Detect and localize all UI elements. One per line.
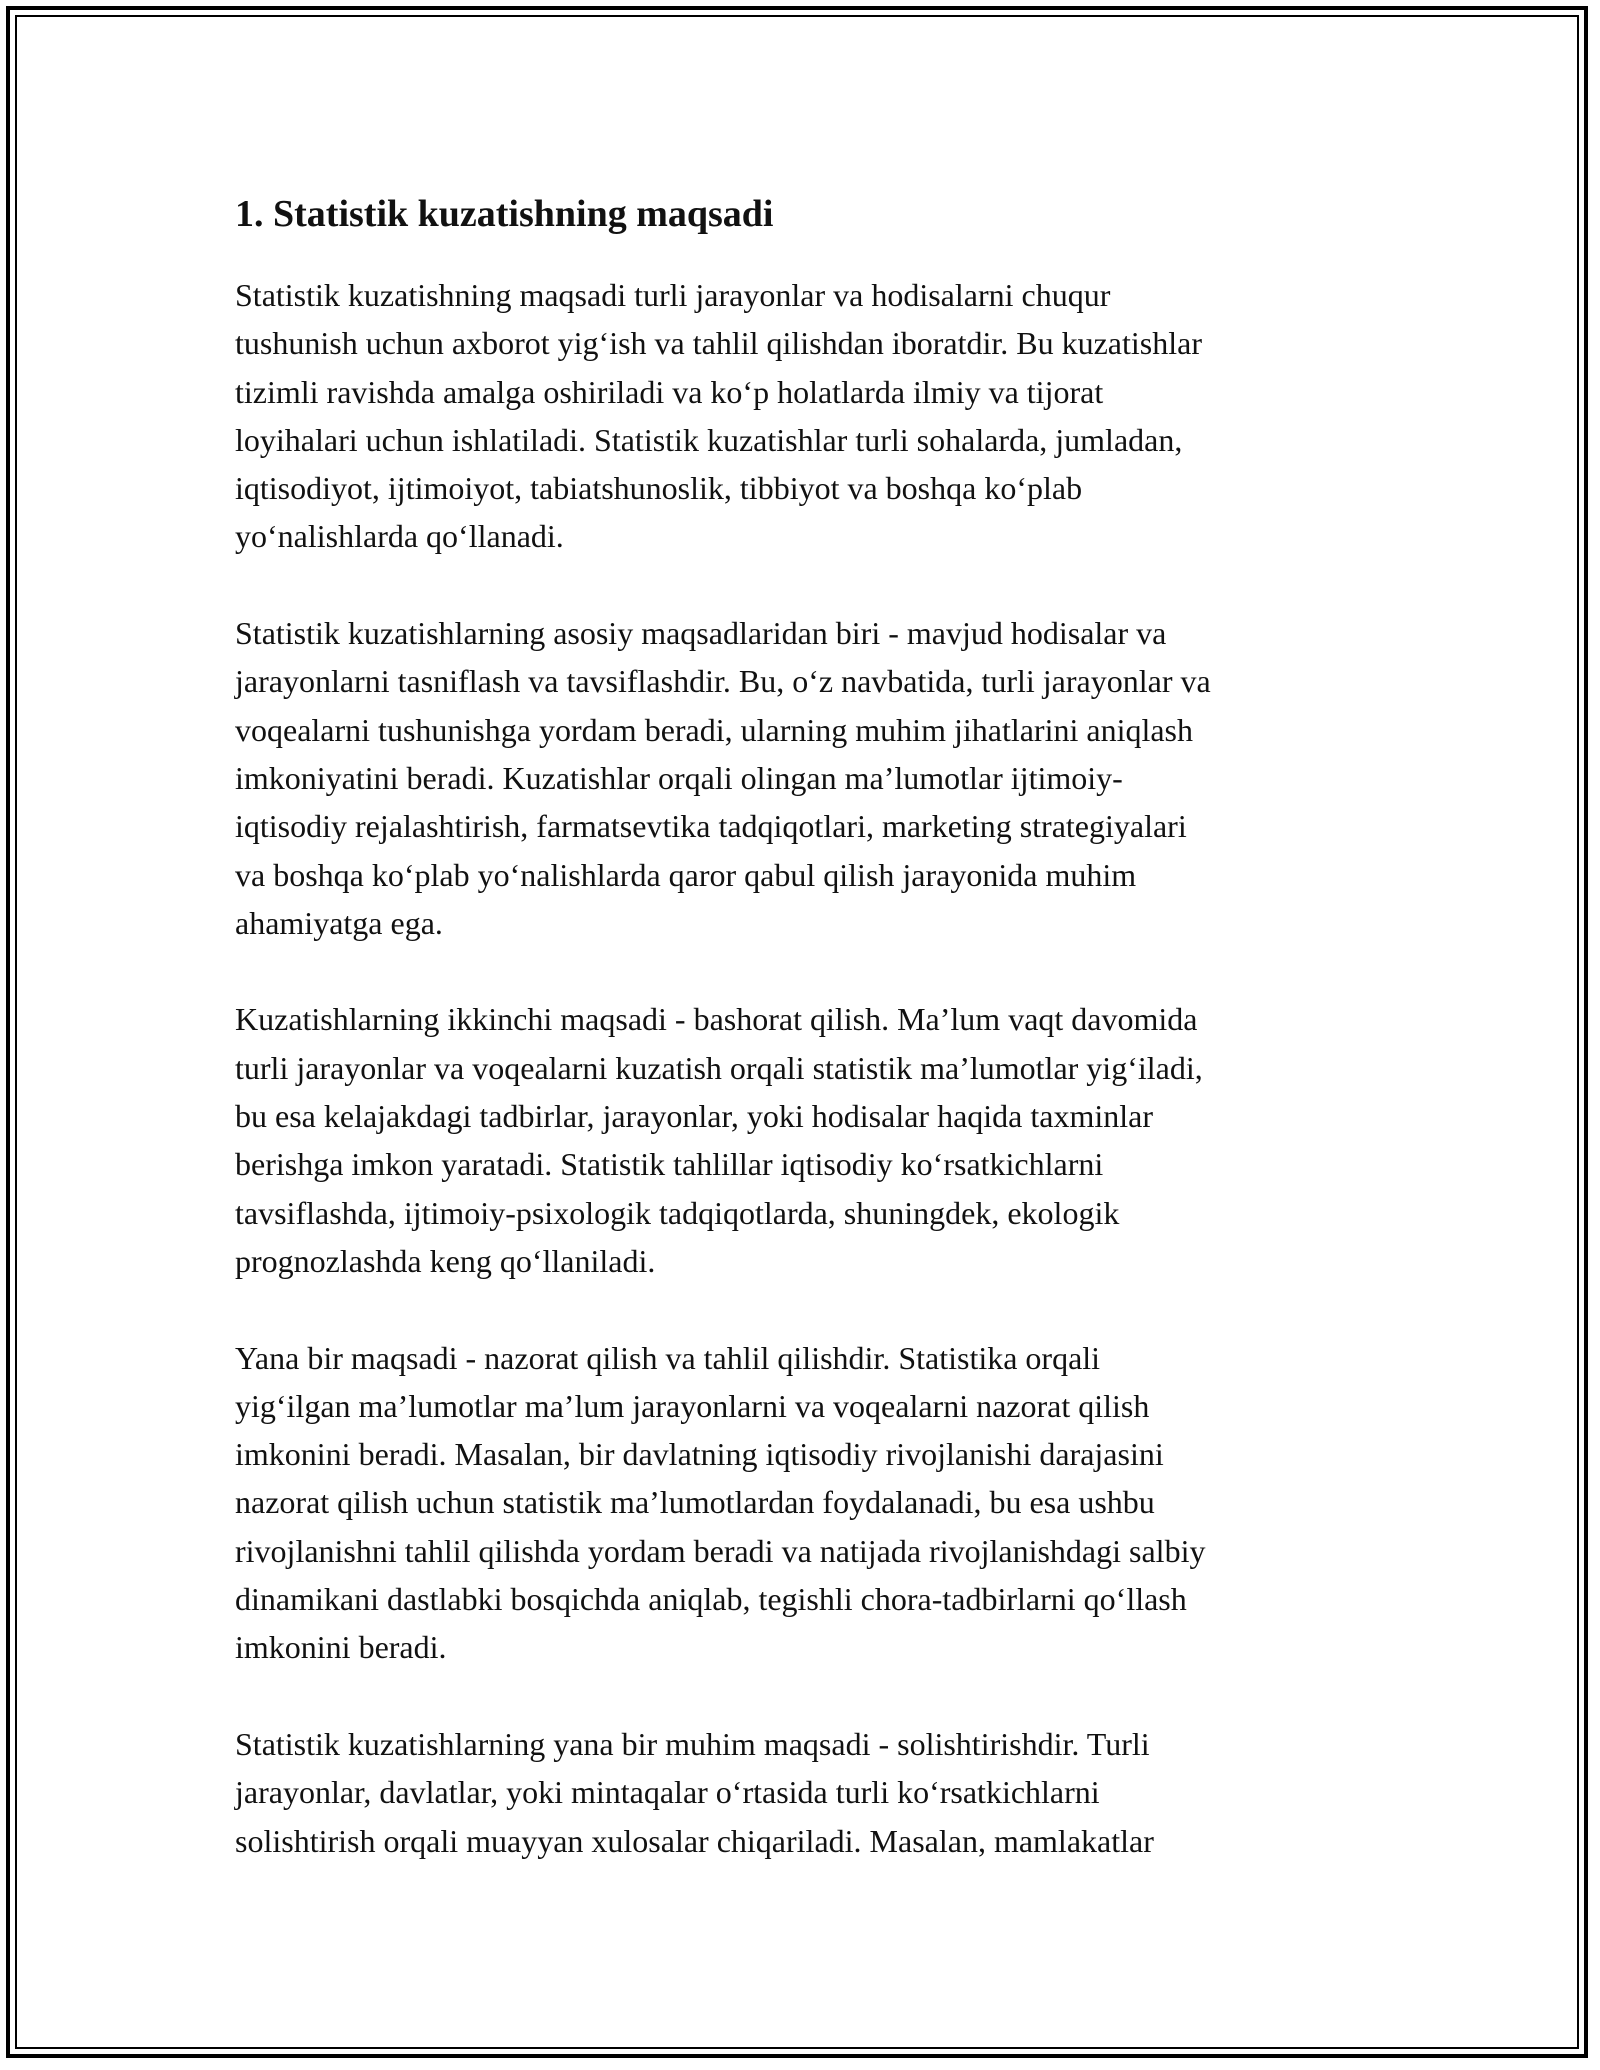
text-line: jarayonlar, davlatlar, yoki mintaqalar o‘rtasida turli ko‘rsatkichlarni xyxy=(235,1774,1100,1811)
text-line: va boshqa ko‘plab yo‘nalishlarda qaror qabul qilish jarayonida muhim xyxy=(235,856,1137,893)
text-line: tizimli ravishda amalga oshiriladi va ko‘p holatlarda ilmiy va tijorat xyxy=(235,373,1104,410)
document-body xyxy=(235,185,1365,1913)
text-line: solishtirish orqali muayyan xulosalar chiqariladi. Masalan, mamlakatlar xyxy=(235,1822,1154,1859)
paragraph-1 xyxy=(235,271,1365,561)
paragraph-4 xyxy=(235,1334,1365,1672)
text-line: iqtisodiy rejalashtirish, farmatsevtika tadqiqotlari, marketing strategiyalari xyxy=(235,808,1187,845)
text-line: Statistik kuzatishlarning yana bir muhim maqsadi - solishtirishdir. Turli xyxy=(235,1725,1150,1762)
text-line: prognozlashda keng qo‘llaniladi. xyxy=(235,1242,656,1279)
text-line: rivojlanishni tahlil qilishda yordam beradi va natijada rivojlanishdagi salbiy xyxy=(235,1532,1206,1569)
text-line: bu esa kelajakdagi tadbirlar, jarayonlar, yoki hodisalar haqida taxminlar xyxy=(235,1098,1153,1135)
text-line: nazorat qilish uchun statistik ma’lumotlardan foydalanadi, bu esa ushbu xyxy=(235,1484,1155,1521)
text-line: Statistik kuzatishning maqsadi turli jarayonlar va hodisalarni chuqur xyxy=(235,277,1111,313)
paragraph-2 xyxy=(235,609,1365,947)
section-heading: 1. Statistik kuzatishning maqsadi xyxy=(235,193,774,235)
text-line: yo‘nalishlarda qo‘llanadi. xyxy=(235,518,564,555)
text-line: Kuzatishlarning ikkinchi maqsadi - bashorat qilish. Ma’lum vaqt davomida xyxy=(235,1001,1198,1038)
paragraph-5 xyxy=(235,1720,1365,1865)
paragraph-3 xyxy=(235,995,1365,1285)
text-line: iqtisodiyot, ijtimoiyot, tabiatshunoslik, tibbiyot va boshqa ko‘plab xyxy=(235,470,1083,507)
text-line: voqealarni tushunishga yordam beradi, ularning muhim jihatlarini aniqlash xyxy=(235,711,1193,748)
text-line: loyihalari uchun ishlatiladi. Statistik kuzatishlar turli sohalarda, jumladan, xyxy=(235,421,1183,458)
text-line: turli jarayonlar va voqealarni kuzatish orqali statistik ma’lumotlar yig‘iladi, xyxy=(235,1049,1203,1086)
text-line: dinamikani dastlabki bosqichda aniqlab, tegishli chora-tadbirlarni qo‘llash xyxy=(235,1581,1187,1618)
text-line: imkonini beradi. Masalan, bir davlatning iqtisodiy rivojlanishi darajasini xyxy=(235,1436,1164,1473)
text-line: imkoniyatini beradi. Kuzatishlar orqali olingan ma’lumotlar ijtimoiy- xyxy=(235,759,1123,796)
text-line: berishga imkon yaratadi. Statistik tahlillar iqtisodiy ko‘rsatkichlarni xyxy=(235,1146,1104,1183)
text-line: jarayonlarni tasniflash va tavsiflashdir. Bu, o‘z navbatida, turli jarayonlar va xyxy=(235,663,1211,700)
text-line: tushunish uchun axborot yig‘ish va tahlil qilishdan iboratdir. Bu kuzatishlar xyxy=(235,325,1202,362)
text-line: tavsiflashda, ijtimoiy-psixologik tadqiqotlarda, shuningdek, ekologik xyxy=(235,1194,1120,1231)
text-line: Yana bir maqsadi - nazorat qilish va tahlil qilishdir. Statistika orqali xyxy=(235,1339,1101,1376)
text-line: yig‘ilgan ma’lumotlar ma’lum jarayonlarni va voqealarni nazorat qilish xyxy=(235,1387,1150,1424)
text-line: Statistik kuzatishlarning asosiy maqsadlaridan biri - mavjud hodisalar va xyxy=(235,615,1167,652)
text-line: imkonini beradi. xyxy=(235,1629,447,1666)
text-line: ahamiyatga ega. xyxy=(235,904,443,941)
